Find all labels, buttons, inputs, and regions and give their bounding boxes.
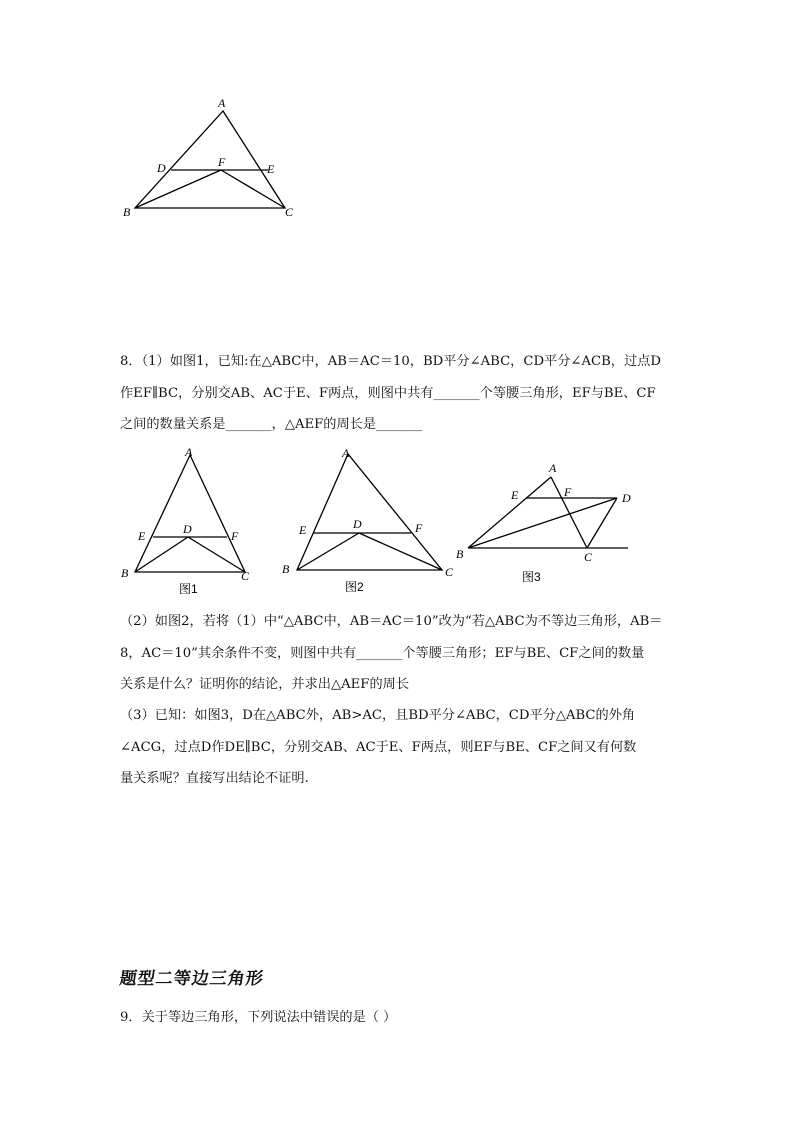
figure-top [110, 90, 310, 230]
fig2-label-a: A [342, 446, 350, 460]
q8-line-2: 作EF∥BC，分别交AB、AC于E、F两点，则图中共有_______个等腰三角形，EF与BE、CF [120, 386, 656, 401]
fig1-label-d: D [183, 522, 192, 536]
label-e: E [267, 162, 275, 176]
figure-2 [275, 440, 465, 600]
fig3-label-a: A [549, 461, 557, 475]
section-heading: 题型二等边三角形 [118, 969, 266, 989]
q8-part2-line-1: （2）如图2，若将（1）中“△ABC中，AB＝AC＝10”改为“若△ABC为不等边三角形，AB＝ [120, 614, 663, 629]
q8-part3-line-2: ∠ACG，过点D作DE∥BC，分别交AB、AC于E、F两点，则EF与BE、CF之间又有何数 [120, 740, 637, 755]
fig2-segment-cd [359, 533, 442, 570]
label-a: A [218, 96, 226, 110]
triangle-abc [135, 111, 285, 208]
figure-3 [450, 455, 640, 590]
fig3-label-e: E [511, 488, 519, 502]
q9-text: 9．关于等边三角形，下列说法中错误的是（ ） [120, 1010, 397, 1025]
fig2-caption: 图2 [345, 580, 364, 594]
fig3-segment-bd [468, 498, 617, 548]
fig2-triangle-abc [297, 454, 442, 570]
q8-part2-line-2: 8，AC＝10”其余条件不变，则图中共有_______个等腰三角形；EF与BE、CF之间的数量 [120, 646, 645, 661]
fig1-label-f: F [231, 529, 239, 543]
label-f: F [218, 155, 226, 169]
q8-line-1: 8．（1）如图1，已知:在△ABC中，AB＝AC＝10，BD平分∠ABC，CD平分∠ACB，过点D [120, 354, 661, 369]
fig3-segment-ab [468, 477, 551, 548]
fig3-label-d: D [622, 491, 631, 505]
q8-part2-line-3: 关系是什么？证明你的结论，并求出△AEF的周长 [120, 677, 410, 692]
label-c: C [285, 205, 294, 219]
fig1-triangle-abc [135, 455, 245, 572]
q8-part3-line-3: 量关系呢？直接写出结论不证明. [120, 771, 309, 786]
fig1-label-a: A [185, 445, 193, 459]
fig3-segment-cd [587, 498, 617, 548]
fig1-caption: 图1 [179, 582, 198, 596]
fig2-label-f: F [415, 521, 423, 535]
label-d: D [157, 161, 166, 175]
fig3-caption: 图3 [522, 570, 541, 584]
fig3-label-c: C [584, 550, 593, 564]
q8-line-3: 之间的数量关系是_______，△AEF的周长是_______ [120, 417, 423, 432]
segment-bf [135, 170, 221, 208]
fig1-label-c: C [241, 569, 250, 583]
fig2-label-d: D [353, 517, 362, 531]
fig2-label-c: C [445, 565, 454, 579]
segment-cf [221, 170, 285, 208]
fig1-label-b: B [121, 566, 129, 580]
fig2-label-e: E [299, 523, 307, 537]
label-b: B [123, 205, 131, 219]
fig3-label-f: F [564, 485, 572, 499]
figure-1 [115, 440, 255, 600]
fig2-segment-bd [297, 533, 359, 570]
fig3-label-b: B [456, 547, 464, 561]
fig2-label-b: B [282, 562, 290, 576]
q8-part3-line-1: （3）已知：如图3，D在△ABC外，AB>AC，且BD平分∠ABC，CD平分△ABC的外角 [120, 708, 636, 723]
fig1-label-e: E [138, 529, 146, 543]
